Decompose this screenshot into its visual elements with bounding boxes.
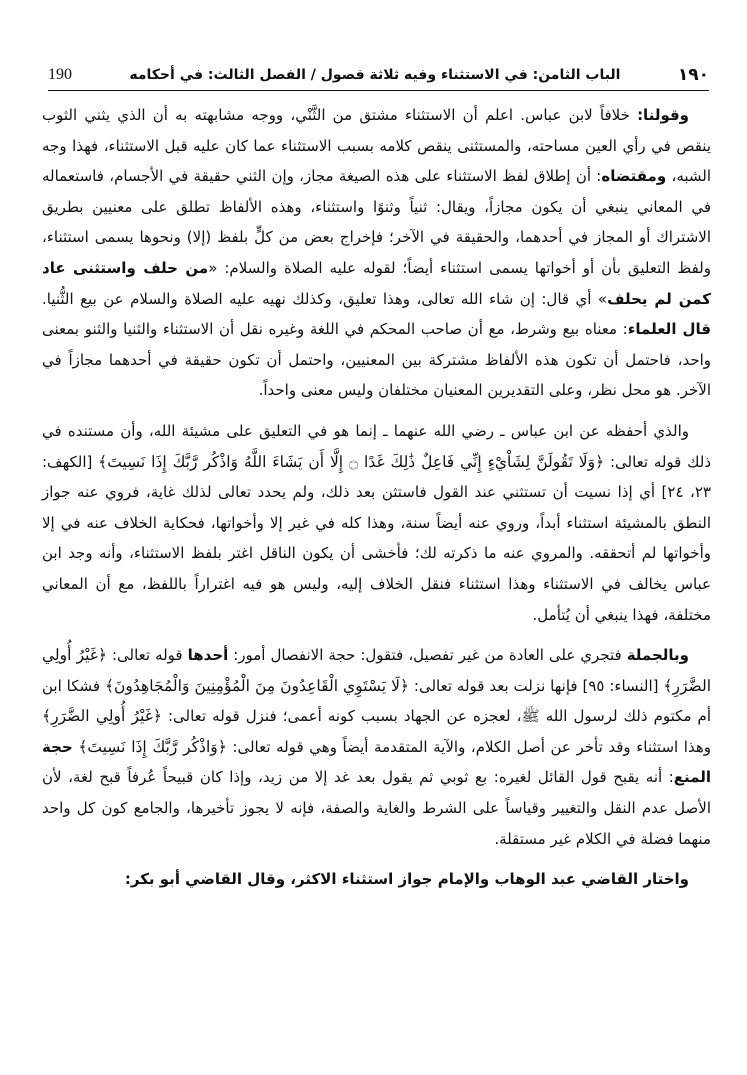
page-header <box>48 60 709 91</box>
text-segment: وهذا استثناء وقد تأخر عن أصل الكلام، والآية المتقدمة أيضاً وهي قوله تعالى: <box>226 737 711 756</box>
quran-verse: ﴿وَلَا تَقُولَنَّ لِشَاْيْءٍ إِنِّي فَاعِلٌ ذَٰلِكَ غَدًا ۝ إِلَّا أَن يَشَاءَ اللَّهُ وَاذْكُر رَّبَّكَ إِذَا نَسِيتَ﴾ <box>98 452 605 471</box>
text-segment: والذي أحفظه عن ابن عباس ـ رضي الله عنهما ـ إنما هو في التعليق على مشيئة الله، وأن مستنده في ذلك قوله تعالى: <box>42 421 711 471</box>
running-title: الباب الثامن: في الاستثناء وفيه ثلاثة فصول / الفصل الثالث: في أحكامه <box>129 67 621 83</box>
text-segment: قوله تعالى: <box>107 646 188 665</box>
page-body <box>42 100 711 1055</box>
bold-term: وبالجملة <box>626 646 689 665</box>
paragraph-3 <box>42 640 711 854</box>
text-segment: فشكا ابن أم مكتوم ذلك لرسول الله ﷺ، لعجزه عن الجهاد بسبب كونه أعمى؛ فنزل قوله تعالى: <box>42 676 711 726</box>
quran-verse: ﴿غَيْرُ أُولِي الضَّرَرِ﴾ <box>42 646 711 695</box>
bold-term: واختار القاضي عبد الوهاب والإمام جواز استثناء الاكثر، وقال القاضي أبو بكر: <box>124 870 689 889</box>
text-segment: » أي قال: إن شاء الله تعالى، وهذا تعليق، وكذلك نهيه عليه الصلاة والسلام عن بيع الثُّنيا. <box>42 289 608 308</box>
bold-term: قال العلماء <box>627 320 711 339</box>
bold-term: من حلف واستثنى عاد كمن لم يحلف <box>42 258 712 308</box>
bold-term: أحدها <box>187 646 229 665</box>
text-segment: فتجري على العادة من غير تفصيل، فتقول: حجة الانفصال أمور: <box>228 646 627 665</box>
bold-term: ومقتضاه <box>601 167 667 186</box>
quran-verse: ﴿لَا يَسْتَوِي الْقَاعِدُونَ مِنَ الْمُؤْمِنِينَ وَالْمُجَاهِدُونَ﴾ <box>104 676 409 695</box>
text-segment: [النساء: ٩٥] فإنها نزلت بعد قوله تعالى: <box>409 676 664 695</box>
quran-verse: ﴿وَاذْكُر رَّبَّكَ إِذَا نَسِيتَ﴾ <box>78 737 227 756</box>
paragraph-4 <box>42 864 711 895</box>
bold-term: وقولنا: <box>637 106 689 124</box>
page-number-latin: 190 <box>48 66 72 83</box>
quran-verse: ﴿غَيْرُ أُولِي الضَّرَرِ﴾ <box>42 707 162 726</box>
text-segment: : معناه بيع وشرط، مع أن صاحب المحكم في اللغة وغيره نقل أن الاستثناء والثنيا والثنو بمعنى واحد، فاحتمل أن تكون هذه الألفاظ مشتركة بين المعنيين، واحتمل أن تكون حقيقة في أحدهما مجازاً في الآخر. هو محل نظر، وعلى التقديرين المعنيان مختلفان وليس معنى واحداً. <box>42 320 711 400</box>
paragraph-1 <box>42 100 711 406</box>
text-segment: خلافاً لابن عباس. اعلم أن الاستثناء مشتق من الثَّنْي، ووجه مشابهته به أن الذي يثني الثوب ينقص في رأي العين مساحته، والمستثنى ينقص كلامه بسبب الاستثناء عما كان عليه قبل الاستثناء، فهذا وجه الشبه، <box>42 106 712 186</box>
text-segment: [الكهف: ٢٣، ٢٤] أي إذا نسيت أن تستثني عند القول فاستثن بعد ذلك، ولم يحدد تعالى لذلك غاية، فروي عنه جواز النطق بالمشيئة استثناء أبداً، وروي عنه أيضاً سنة، وهذا كله في غير إلا وأخواتها، فحكاية الخلاف عنه في إلا وأخواتها لم أتحققه. والمروي عنه ما ذكرته لك؛ فأخشى أن يكون الناقل اغتر بلفظ الاستثناء، وأنه وجد ابن عباس يخالف في الاستثناء وهذا استثناء فنقل الخلاف إليه، وليس هو فيه اغتراراً باللفظ، مع أن المعاني مختلفة، فهذا ينبغي أن يُتأمل. <box>42 452 711 624</box>
text-segment: : أنه يقبح قول القائل لغيره: بع ثوبي ثم يقول بعد غد إلا من زيد، وإذا كان قبيحاً عُرفاً قبح لغة، لأن الأصل عدم النقل والتغيير وقياساً على الشرط والغاية والصفة، فإنه لا يجوز تأخيرها، والجامع كون كل واحد منهما فضلة في الكلام غير مستقلة. <box>42 768 711 848</box>
bold-term: حجة المنع <box>42 737 711 787</box>
page-number-arabic: ١٩٠ <box>677 65 709 85</box>
paragraph-2 <box>42 416 711 630</box>
text-segment: : أن إطلاق لفظ الاستثناء على هذه الصيغة مجاز، وإن الثني حقيقة في الأجسام، فاستعماله في المعاني ينبغي أن يكون مجازاً، ويقال: ثنياً وثنوًا واستثناء، وهذه الألفاظ تطلق على معنيين بطريق الاشتراك أو المجاز في أحدهما، والحقيقة في الآخر؛ فإخراج بعض من كلٍّ بلفظ (إلا) ونحوها يسمى استثناء، ولفظ التعليق بأن أو أخواتها يسمى استثناء أيضاً؛ لقوله عليه الصلاة والسلام: « <box>42 167 712 277</box>
